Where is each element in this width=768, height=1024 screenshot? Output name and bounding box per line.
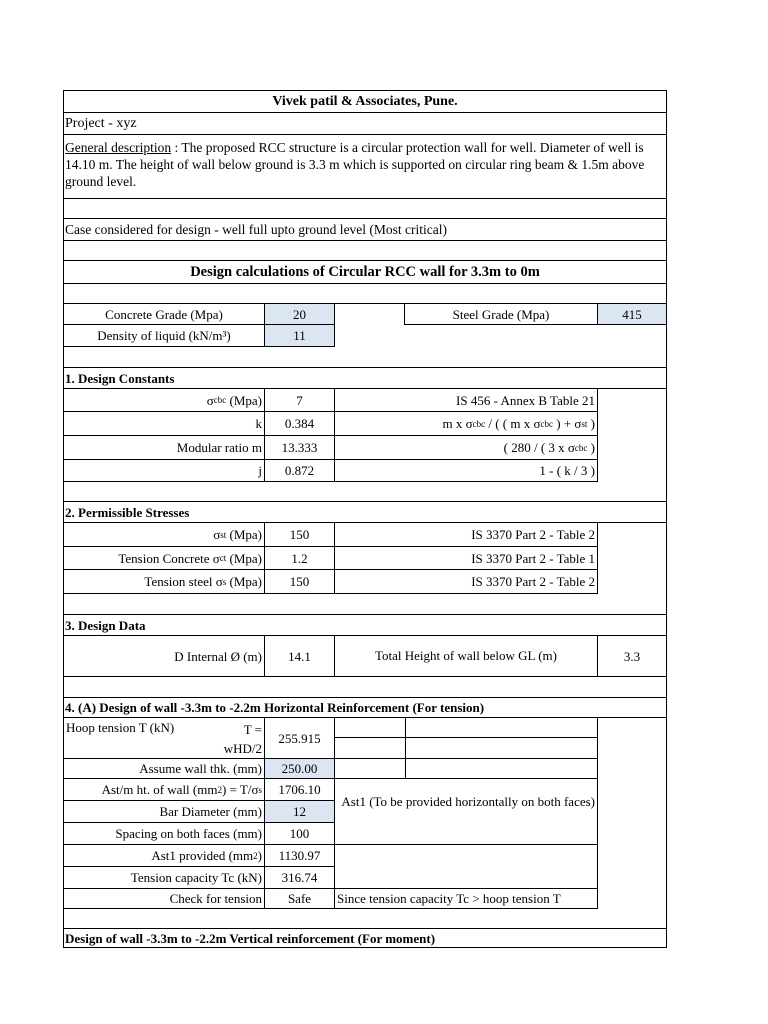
hoop-tension-formula: T = wHD/2 bbox=[223, 722, 262, 756]
total-height-label: Total Height of wall below GL (m) bbox=[334, 635, 598, 677]
empty-cell bbox=[334, 844, 598, 889]
bar-diameter-input[interactable]: 12 bbox=[264, 800, 335, 823]
tension-steel-value: 150 bbox=[264, 569, 335, 594]
constants-heading: 1. Design Constants bbox=[65, 370, 175, 386]
sigma-st-value: 150 bbox=[264, 522, 335, 547]
total-height-value: 3.3 bbox=[597, 635, 667, 677]
ast1-provided-value: 1130.97 bbox=[264, 844, 335, 867]
hoop-tension-label: Hoop tension T (kN) bbox=[66, 720, 175, 735]
modular-ratio-formula: ( 280 / ( 3 x σ cbc ) bbox=[334, 435, 598, 460]
check-tension-result: Safe bbox=[264, 888, 335, 909]
ast1-note: Ast1 (To be provided horizontally on both faces) bbox=[334, 778, 598, 845]
d-internal-label: D Internal Ø (m) bbox=[63, 635, 265, 677]
tension-concrete-label: Tension Concrete σ ct (Mpa) bbox=[63, 546, 265, 570]
empty-cell bbox=[334, 737, 406, 759]
wall-design-heading: 4. (A) Design of wall -3.3m to -2.2m Horizontal Reinforcement (For tension) bbox=[65, 699, 485, 715]
sigma-st-note: IS 3370 Part 2 - Table 2 bbox=[334, 522, 598, 547]
k-formula: m x σ cbc / ( ( m x σ cbc ) + σ st ) bbox=[334, 411, 598, 436]
description-label: General description bbox=[65, 140, 172, 155]
description-text: : The proposed RCC structure is a circular protection wall for well. Diameter of well is 14.10 m. The height of wall below ground is 3.3 m which is supported on circular ring beam & 1.5m above ground level. bbox=[65, 140, 645, 189]
design-title: Design calculations of Circular RCC wall for 3.3m to 0m bbox=[190, 263, 540, 280]
concrete-grade-label: Concrete Grade (Mpa) bbox=[63, 303, 265, 325]
ast-value: 1706.10 bbox=[264, 778, 335, 801]
vertical-reinforcement-heading: Design of wall -3.3m to -2.2m Vertical reinforcement (For moment) bbox=[65, 931, 436, 946]
hoop-tension-label-cell bbox=[63, 717, 265, 759]
general-description bbox=[63, 139, 669, 199]
spacing-label: Spacing on both faces (mm) bbox=[63, 822, 265, 845]
empty-cell bbox=[405, 737, 598, 759]
k-value: 0.384 bbox=[264, 411, 335, 436]
j-formula: 1 - ( k / 3 ) bbox=[334, 459, 598, 482]
sigma-cbc-value: 7 bbox=[264, 388, 335, 412]
hoop-tension-value: 255.915 bbox=[264, 717, 335, 759]
tension-concrete-value: 1.2 bbox=[264, 546, 335, 570]
project-name: Project - xyz bbox=[63, 113, 667, 135]
stresses-heading: 2. Permissible Stresses bbox=[65, 504, 190, 520]
modular-ratio-label: Modular ratio m bbox=[63, 435, 265, 460]
empty-cell bbox=[405, 717, 598, 738]
design-data-heading: 3. Design Data bbox=[65, 617, 146, 633]
modular-ratio-value: 13.333 bbox=[264, 435, 335, 460]
density-label: Density of liquid (kN/m³) bbox=[63, 324, 265, 347]
column-divider bbox=[597, 717, 598, 909]
row-divider bbox=[63, 198, 667, 199]
check-tension-note: Since tension capacity Tc > hoop tension T bbox=[334, 888, 598, 909]
density-input[interactable]: 11 bbox=[264, 324, 335, 347]
empty-cell bbox=[334, 758, 406, 779]
steel-grade-input[interactable]: 415 bbox=[597, 303, 667, 325]
d-internal-value: 14.1 bbox=[264, 635, 335, 677]
tension-concrete-note: IS 3370 Part 2 - Table 1 bbox=[334, 546, 598, 570]
spacing-value: 100 bbox=[264, 822, 335, 845]
k-label: k bbox=[63, 411, 265, 436]
row-divider bbox=[63, 283, 667, 284]
sigma-st-label: σ st (Mpa) bbox=[63, 522, 265, 547]
tension-capacity-value: 316.74 bbox=[264, 866, 335, 889]
concrete-grade-input[interactable]: 20 bbox=[264, 303, 335, 325]
sigma-cbc-label: σ cbc (Mpa) bbox=[63, 388, 265, 412]
firm-title: Vivek patil & Associates, Pune. bbox=[63, 90, 667, 113]
wall-thk-input[interactable]: 250.00 bbox=[264, 758, 335, 779]
bar-diameter-label: Bar Diameter (mm) bbox=[63, 800, 265, 823]
j-label: j bbox=[63, 459, 265, 482]
row-divider bbox=[63, 240, 667, 241]
sigma-cbc-note: IS 456 - Annex B Table 21 bbox=[334, 388, 598, 412]
tension-steel-note: IS 3370 Part 2 - Table 2 bbox=[334, 569, 598, 594]
steel-grade-label: Steel Grade (Mpa) bbox=[404, 303, 598, 325]
tension-capacity-label: Tension capacity Tc (kN) bbox=[63, 866, 265, 889]
check-tension-label: Check for tension bbox=[63, 888, 265, 909]
empty-cell bbox=[334, 717, 406, 738]
wall-thk-label: Assume wall thk. (mm) bbox=[63, 758, 265, 779]
j-value: 0.872 bbox=[264, 459, 335, 482]
empty-cell bbox=[405, 758, 598, 779]
ast1-provided-label: Ast1 provided (mm 2 ) bbox=[63, 844, 265, 867]
ast-label: Ast/m ht. of wall (mm 2 ) = T/σ s bbox=[63, 778, 265, 801]
tension-steel-label: Tension steel σ s (Mpa) bbox=[63, 569, 265, 594]
case-considered: Case considered for design - well full upto ground level (Most critical) bbox=[65, 222, 448, 237]
